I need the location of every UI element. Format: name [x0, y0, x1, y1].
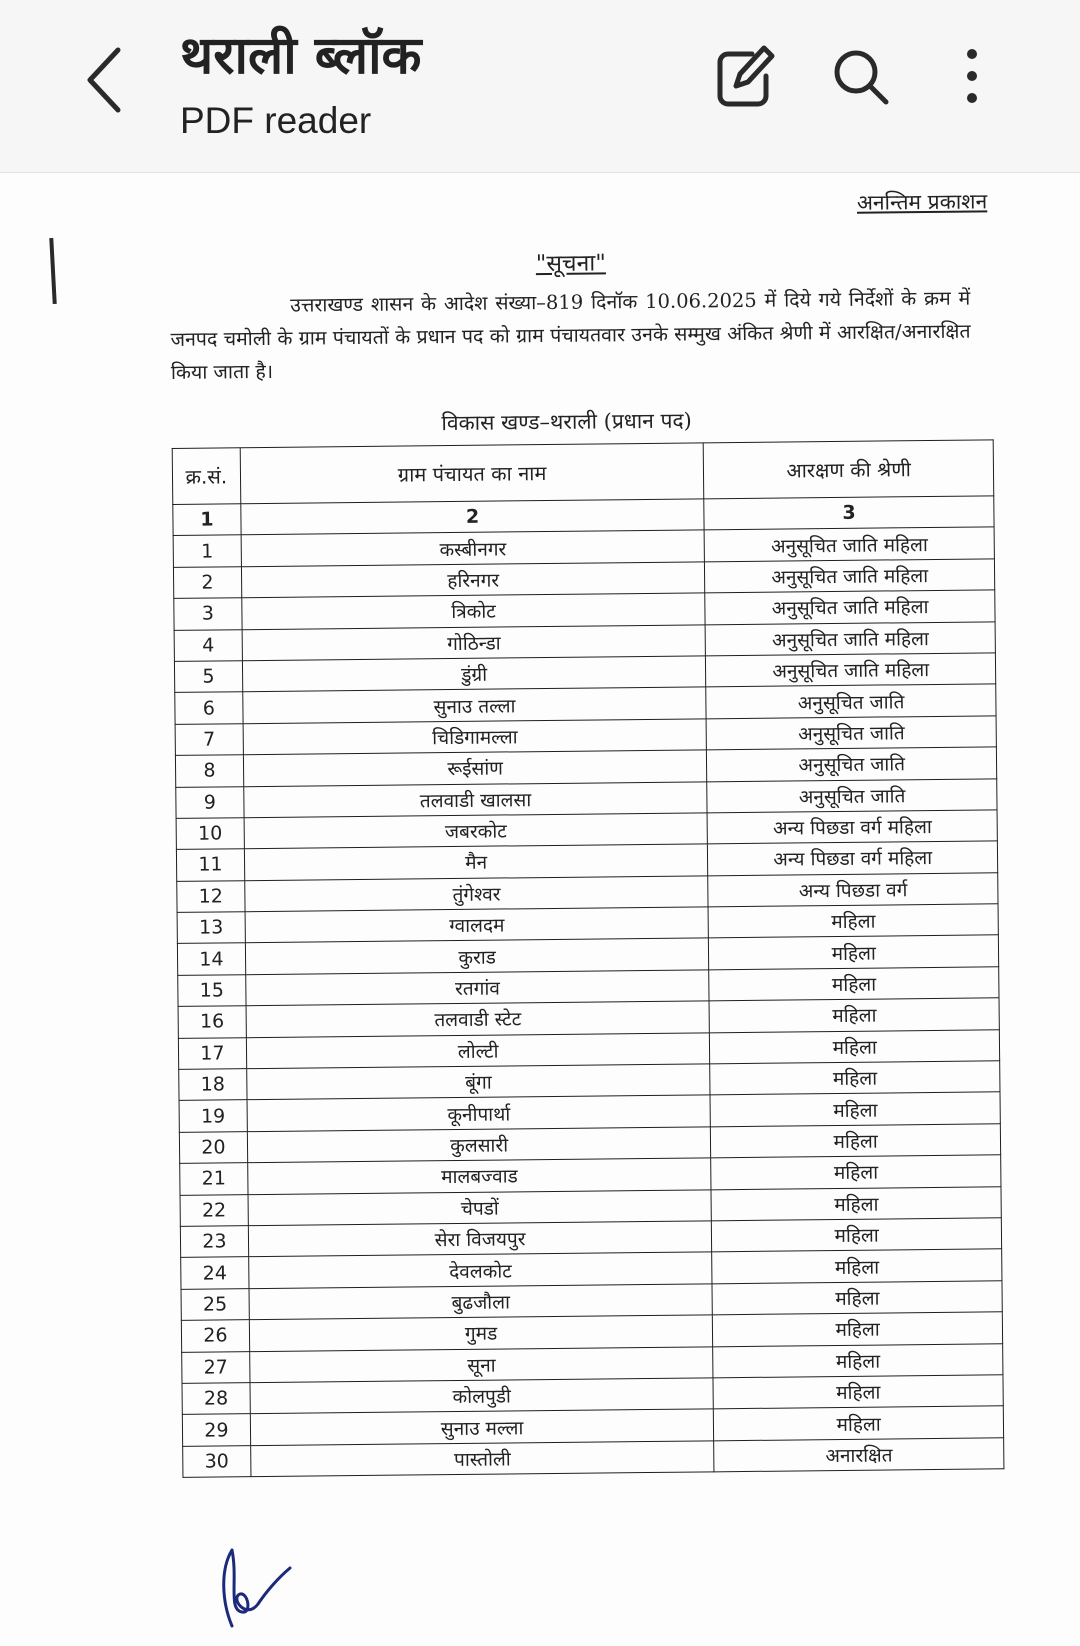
reservation-category-cell: महिला [714, 1406, 1004, 1440]
table-title: विकास खण्ड–थराली (प्रधान पद) [441, 408, 692, 436]
panchayat-name-cell: सूना [249, 1346, 713, 1382]
serial-number-cell: 26 [181, 1320, 249, 1352]
search-icon [826, 40, 896, 112]
panchayat-name-cell: कुराड [245, 938, 709, 974]
panchayat-name-cell: रूईसांण [243, 750, 707, 786]
panchayat-name-cell: सेरा विजयपुर [248, 1221, 712, 1257]
panchayat-name-cell: जबरकोट [244, 813, 708, 849]
reservation-category-cell: महिला [709, 967, 999, 1001]
panchayat-name-cell: डुंग्री [242, 656, 706, 692]
reservation-category-cell: महिला [708, 904, 998, 938]
header-serial: क्र.सं. [172, 448, 240, 505]
preliminary-publication-label: अनन्तिम प्रकाशन [856, 189, 988, 215]
serial-number-cell: 9 [176, 786, 244, 818]
panchayat-name-cell: बुढजौला [249, 1284, 713, 1320]
reservation-category-cell: अनुसूचित जाति महिला [705, 559, 995, 593]
reservation-category-cell: महिला [709, 935, 999, 969]
reservation-category-cell: अनुसूचित जाति महिला [704, 527, 994, 561]
reservation-category-cell: महिला [713, 1312, 1003, 1346]
serial-number-cell: 28 [182, 1383, 250, 1415]
notice-heading: "सूचना" [535, 250, 606, 278]
panchayat-name-cell: गोठिन्डा [242, 624, 706, 660]
reservation-category-cell: महिला [711, 1186, 1001, 1220]
document-title: थराली ब्लॉक [180, 26, 422, 86]
reservation-category-cell: महिला [713, 1343, 1003, 1377]
reservation-category-cell: महिला [711, 1155, 1001, 1189]
panchayat-name-cell: हरिनगर [241, 562, 705, 598]
serial-number-cell: 14 [177, 943, 245, 975]
panchayat-name-cell: रतगांव [246, 970, 710, 1006]
panchayat-name-cell: त्रिकोट [242, 593, 706, 629]
serial-number-cell: 11 [176, 849, 244, 881]
serial-number-cell: 18 [179, 1069, 247, 1101]
panchayat-name-cell: चेपडों [248, 1189, 712, 1225]
reservation-category-cell: अन्य पिछडा वर्ग [708, 873, 998, 907]
panchayat-name-cell: गुमड [249, 1315, 713, 1351]
panchayat-name-cell: मैन [244, 844, 708, 880]
serial-number-cell: 10 [176, 818, 244, 850]
reservation-category-cell: अन्य पिछडा वर्ग महिला [707, 810, 997, 844]
serial-number-cell: 5 [174, 661, 242, 693]
serial-number-cell: 16 [178, 1006, 246, 1038]
panchayat-name-cell: कोलपुडी [250, 1378, 714, 1414]
edit-button[interactable] [710, 40, 780, 112]
panchayat-name-cell: कुलसारी [247, 1127, 711, 1163]
serial-number-cell: 7 [175, 723, 243, 755]
serial-number-cell: 6 [175, 692, 243, 724]
serial-number-cell: 30 [183, 1445, 251, 1477]
serial-number-cell: 23 [180, 1226, 248, 1258]
serial-number-cell: 15 [178, 975, 246, 1007]
reservation-category-cell: अनुसूचित जाति [706, 716, 996, 750]
reservation-category-cell: अनुसूचित जाति महिला [706, 653, 996, 687]
panchayat-name-cell: पास्तोली [250, 1441, 714, 1477]
reservation-category-cell: अनारक्षित [714, 1438, 1004, 1472]
serial-number-cell: 24 [181, 1257, 249, 1289]
serial-number-cell: 19 [179, 1100, 247, 1132]
panchayat-name-cell: कस्बीनगर [241, 530, 705, 566]
serial-number-cell: 3 [174, 598, 242, 630]
edit-icon [710, 40, 780, 112]
panchayat-name-cell: तलवाडी स्टेट [246, 1001, 710, 1037]
reservation-category-cell: महिला [710, 1029, 1000, 1063]
serial-number-cell: 1 [173, 535, 241, 567]
column-number: 2 [241, 499, 705, 535]
reservation-category-cell: महिला [712, 1249, 1002, 1283]
back-icon [78, 40, 148, 120]
column-number: 1 [173, 504, 241, 536]
panchayat-name-cell: चिडिगामल्ला [243, 719, 707, 755]
serial-number-cell: 25 [181, 1288, 249, 1320]
reservation-category-cell: महिला [709, 998, 999, 1032]
search-button[interactable] [826, 40, 896, 112]
reservation-category-cell: महिला [711, 1124, 1001, 1158]
back-button[interactable] [78, 40, 148, 120]
panchayat-name-cell: तुंगेश्वर [245, 876, 709, 912]
reservation-category-cell: महिला [710, 1061, 1000, 1095]
serial-number-cell: 20 [179, 1132, 247, 1164]
serial-number-cell: 22 [180, 1194, 248, 1226]
notice-paragraph: उत्तराखण्ड शासन के आदेश संख्या–819 दिनॉक 10.06.2025 में दिये गये निर्देशों के क्रम में जनपद चमोली के ग्राम पंचायतों के प्रधान पद को ग्राम पंचायतवार उनके सम्मुख अंकित श्रेणी में आरक्षित/अनारक्षित किया जाता है। [170, 286, 971, 384]
panchayat-name-cell: सुनाउ मल्ला [250, 1409, 714, 1445]
panchayat-name-cell: सुनाउ तल्ला [243, 687, 707, 723]
more-options-button[interactable] [942, 40, 1012, 112]
serial-number-cell: 17 [178, 1037, 246, 1069]
app-subtitle: PDF reader [180, 100, 372, 141]
serial-number-cell: 8 [175, 755, 243, 787]
panchayat-name-cell: कूनीपार्था [247, 1095, 711, 1131]
serial-number-cell: 4 [174, 629, 242, 661]
more-vert-icon [942, 40, 1012, 112]
serial-number-cell: 27 [182, 1351, 250, 1383]
app-bar [0, 0, 1080, 173]
signature-mark [218, 1540, 298, 1635]
reservation-category-cell: अनुसूचित जाति [707, 778, 997, 812]
panchayat-name-cell: ग्वालदम [245, 907, 709, 943]
reservation-category-cell: अनुसूचित जाति महिला [705, 590, 995, 624]
reservation-category-cell: अनुसूचित जाति महिला [705, 621, 995, 655]
reservation-category-cell: महिला [712, 1218, 1002, 1252]
serial-number-cell: 12 [177, 880, 245, 912]
table-header-row [172, 440, 994, 505]
panchayat-name-cell: लोल्टी [246, 1032, 710, 1068]
reservation-category-cell: महिला [713, 1375, 1003, 1409]
reservation-table [172, 439, 1005, 1478]
reservation-category-cell: अनुसूचित जाति [707, 747, 997, 781]
panchayat-name-cell: तलवाडी खालसा [244, 781, 708, 817]
serial-number-cell: 13 [177, 912, 245, 944]
reservation-category-cell: अनुसूचित जाति [706, 684, 996, 718]
panchayat-name-cell: देवलकोट [249, 1252, 713, 1288]
panchayat-name-cell: बूंगा [247, 1064, 711, 1100]
serial-number-cell: 29 [182, 1414, 250, 1446]
serial-number-cell: 2 [173, 567, 241, 599]
reservation-category-cell: महिला [712, 1281, 1002, 1315]
panchayat-name-cell: मालबज्वाड [248, 1158, 712, 1194]
reservation-category-cell: महिला [710, 1092, 1000, 1126]
serial-number-cell: 21 [180, 1163, 248, 1195]
header-reservation-category: आरक्षण की श्रेणी [704, 440, 994, 499]
reservation-category-cell: अन्य पिछडा वर्ग महिला [708, 841, 998, 875]
column-number: 3 [704, 496, 994, 530]
header-panchayat-name: ग्राम पंचायत का नाम [240, 443, 704, 504]
